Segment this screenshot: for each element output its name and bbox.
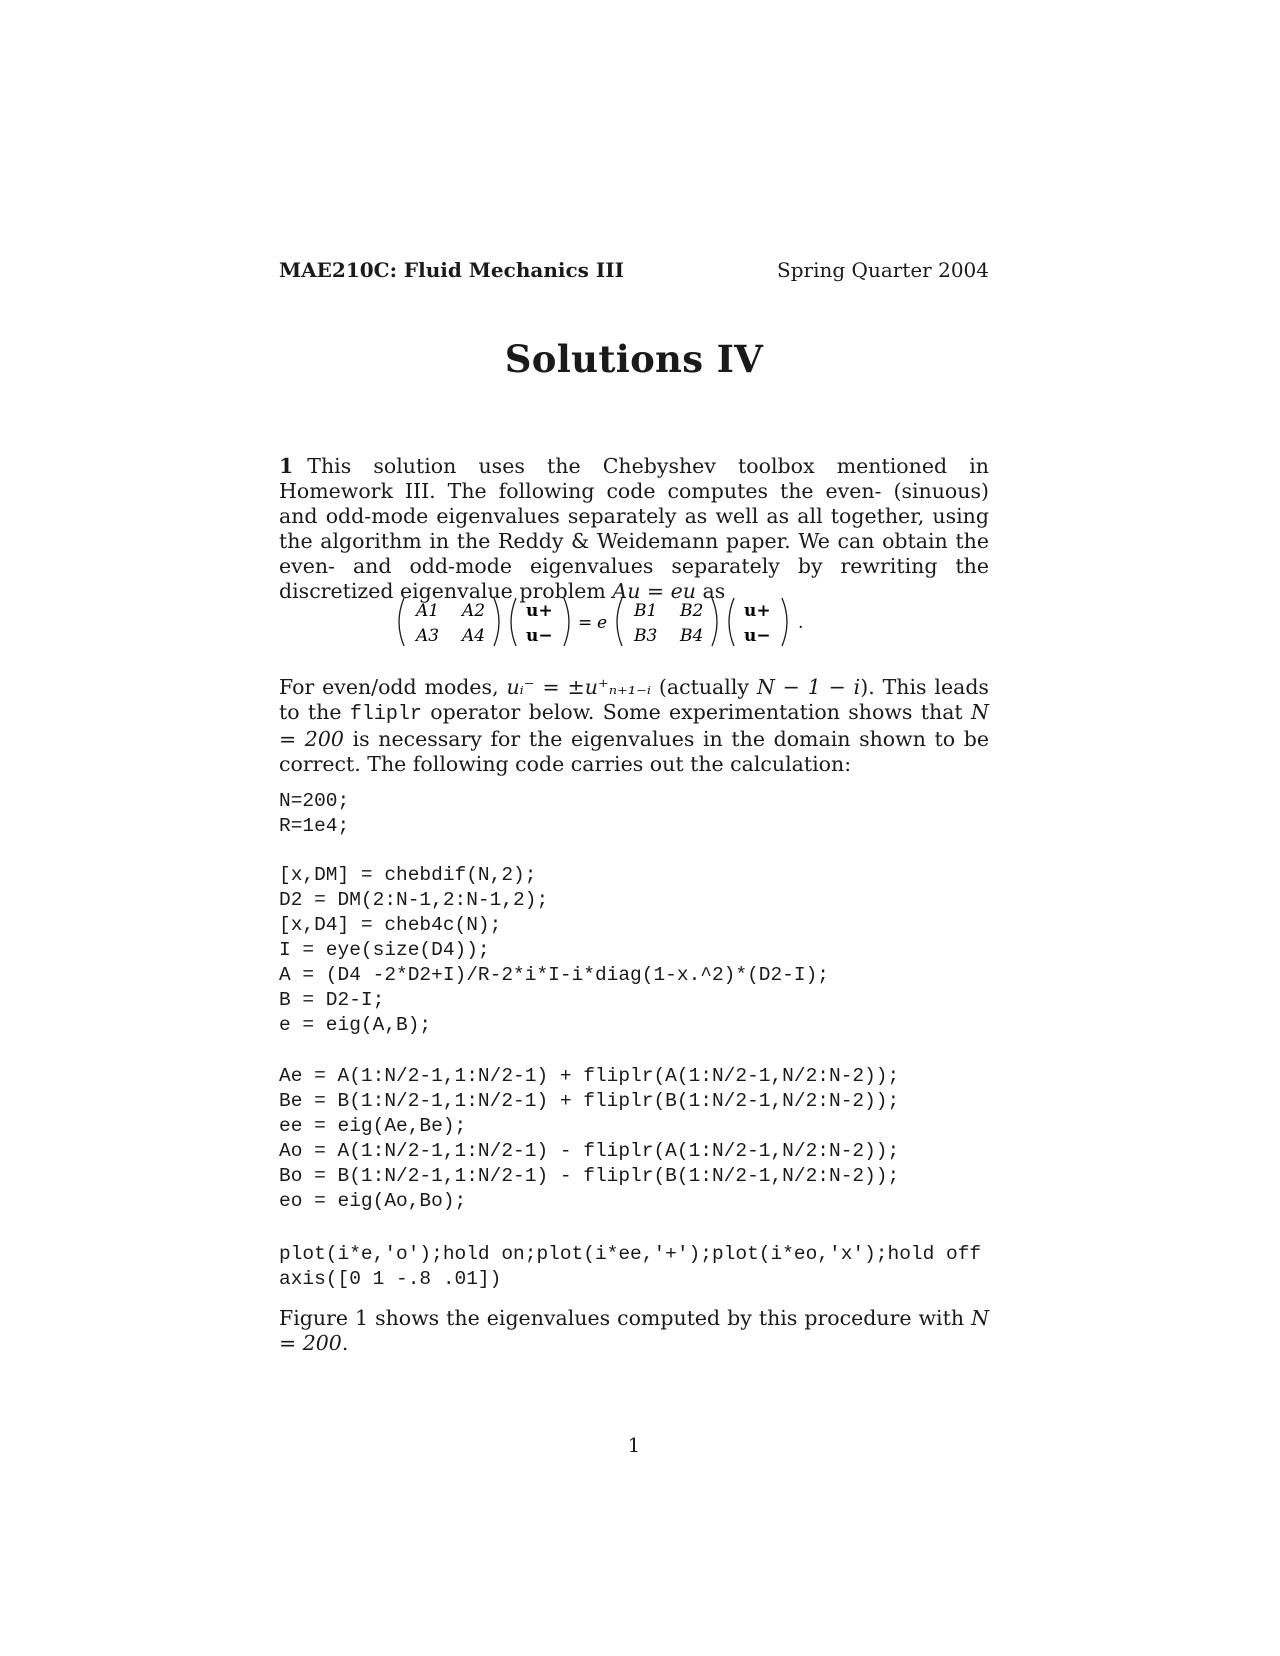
code-block-plot: plot(i*e,'o');hold on;plot(i*ee,'+');plot(i*eo,'x');hold off axis([0 1 -.8 .01]) xyxy=(279,1243,982,1290)
matrix-a4: A4 xyxy=(462,626,486,646)
svg-text:.: . xyxy=(798,613,804,633)
code-block-even-odd: Ae = A(1:N/2-1,1:N/2-1) + fliplr(A(1:N/2-1,N/2:N-2)); Be = B(1:N/2-1,1:N/2-1) + fliplr(B(1:N/2-1,N/2:N-2)); ee = eig(Ae,Be); Ao = A(1:N/2-1,1:N/2-1) - fliplr(A(1:N/2-1,N/2:N-2)); Bo = B(1:N/2-1,1:N/2-1) - fliplr(B(1:N/2-1,N/2:N-2)); eo = eig(Ao,Bo); xyxy=(279,1065,900,1212)
symmetry-relation: uᵢ⁻ = ±u⁺ₙ₊₁₋ᵢ xyxy=(506,675,652,699)
matrix-b4: B4 xyxy=(680,626,704,646)
code-block-matrices: [x,DM] = chebdif(N,2); D2 = DM(2:N-1,2:N-1,2); [x,D4] = cheb4c(N); I = eye(size(D4)); A = (D4 -2*D2+I)/R-2*i*I-i*diag(1-x.^2)*(D2-I); B = D2-I; e = eig(A,B); xyxy=(279,864,829,1036)
matrix-b1: B1 xyxy=(634,601,658,621)
fliplr-code: fliplr xyxy=(349,703,422,726)
closing-paragraph xyxy=(279,1306,989,1356)
intro-end: as xyxy=(702,579,726,603)
block-matrix-equation xyxy=(279,592,989,652)
term-label: Spring Quarter 2004 xyxy=(777,258,989,282)
p2-text-a: For even/odd modes, xyxy=(279,675,499,699)
problem-number: 1 xyxy=(279,454,294,478)
matrix-a1: A1 xyxy=(416,601,440,621)
vector-u-minus-left: u− xyxy=(526,626,553,646)
vector-u-plus-left: u+ xyxy=(526,601,553,621)
modes-paragraph xyxy=(279,675,989,777)
closing-text: Figure 1 shows the eigenvalues computed by this procedure with xyxy=(279,1306,965,1330)
code-block-parameters: N=200; R=1e4; xyxy=(279,790,350,837)
matrix-a3: A3 xyxy=(416,626,440,646)
problem-intro-paragraph xyxy=(279,454,989,604)
p2-text-c: ). This leads to the xyxy=(279,675,989,724)
page-title: Solutions IV xyxy=(504,337,764,381)
matrix-equation-svg xyxy=(394,592,874,652)
matrix-a2: A2 xyxy=(462,601,486,621)
closing-n-value: N = 200 xyxy=(279,1306,989,1355)
p2-text-e: is necessary for the eigenvalues in the domain shown to be correct. The following code carries out the calculation: xyxy=(279,727,989,776)
closing-period: . xyxy=(341,1331,349,1355)
matrix-b3: B3 xyxy=(634,626,658,646)
p2-text-d: operator below. Some experimentation shows that xyxy=(430,700,963,724)
page-header xyxy=(279,258,989,288)
n-value: N = 200 xyxy=(279,700,989,751)
eigenvalue-scalar: e xyxy=(597,613,608,633)
index-expression: N − 1 − i xyxy=(756,675,861,699)
vector-u-minus-right: u− xyxy=(744,626,771,646)
matrix-b2: B2 xyxy=(680,601,704,621)
course-title: MAE210C: Fluid Mechanics III xyxy=(279,258,624,282)
intro-equation: Au = eu xyxy=(612,579,696,603)
page-number: 1 xyxy=(627,1433,641,1457)
svg-text:=: = xyxy=(578,613,593,633)
vector-u-plus-right: u+ xyxy=(744,601,771,621)
p2-text-b: (actually xyxy=(658,675,749,699)
intro-text: This solution uses the Chebyshev toolbox mentioned in Homework III. The following code computes the even- (sinuous) and odd-mode eigenvalues separately as well as all together, using the algorithm in the Reddy & Weidemann paper. We can obtain the even- and odd-mode eigenvalues separately by rewriting the discretized eigenvalue problem xyxy=(279,454,989,603)
